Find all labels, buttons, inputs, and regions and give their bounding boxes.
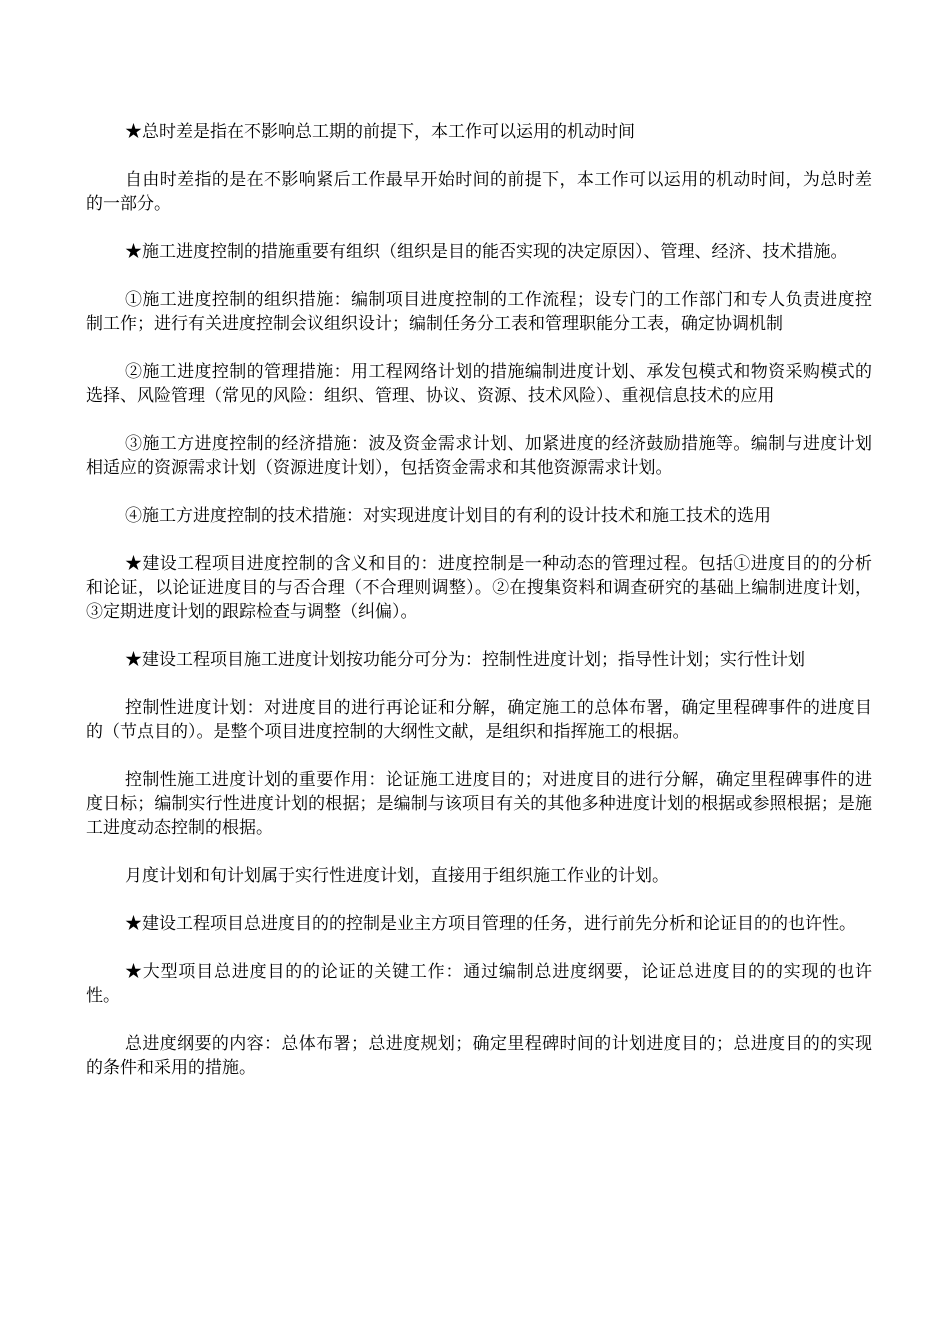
paragraph-economic-measures: ③施工方进度控制的经济措施：波及资金需求计划、加紧进度的经济鼓励措施等。编制与进度计划相适应的资源需求计划（资源进度计划），包括资金需求和其他资源需求计划。 xyxy=(86,434,872,478)
document-page xyxy=(86,120,872,1104)
paragraph-large-project-key-work: ★大型项目总进度目的的论证的关键工作：通过编制总进度纲要，论证总进度目的的实现的也许性。 xyxy=(86,962,872,1006)
paragraph-owner-task: ★建设工程项目总进度目的的控制是业主方项目管理的任务，进行前先分析和论证目的的也许性。 xyxy=(125,914,856,934)
paragraph-monthly-plan: 月度计划和旬计划属于实行性进度计划，直接用于组织施工作业的计划。 xyxy=(125,866,669,886)
paragraph-technical-measures: ④施工方进度控制的技术措施：对实现进度计划目的有利的设计技术和施工技术的选用 xyxy=(125,506,771,526)
paragraph-progress-control-meaning: ★建设工程项目进度控制的含义和目的：进度控制是一种动态的管理过程。包括①进度目的的分析和论证，以论证进度目的与否合理（不合理则调整）。②在搜集资料和调查研究的基础上编制进度计划，③定期进度计划的跟踪检查与调整（纠偏）。 xyxy=(86,554,872,622)
paragraph-organizational-measures: ①施工进度控制的组织措施：编制项目进度控制的工作流程；设专门的工作部门和专人负责进度控制工作；进行有关进度控制会议组织设计；编制任务分工表和管理职能分工表，确定协调机制 xyxy=(86,290,872,334)
paragraph-control-measures: ★施工进度控制的措施重要有组织（组织是目的能否实现的决定原因）、管理、经济、技术措施。 xyxy=(125,242,848,262)
paragraph-total-float: ★总时差是指在不影响总工期的前提下，本工作可以运用的机动时间 xyxy=(125,122,635,142)
paragraph-controlling-plan-role: 控制性施工进度计划的重要作用：论证施工进度目的；对进度目的进行分解，确定里程碑事件的进度日标；编制实行性进度计划的根据；是编制与该项目有关的其他多种进度计划的根据或参照根据；是施工进度动态控制的根据。 xyxy=(86,770,872,838)
paragraph-management-measures: ②施工进度控制的管理措施：用工程网络计划的措施编制进度计划、承发包模式和物资采购模式的选择、风险管理（常见的风险：组织、管理、协议、资源、技术风险）、重视信息技术的应用 xyxy=(86,362,872,406)
paragraph-plan-classification: ★建设工程项目施工进度计划按功能分可分为：控制性进度计划；指导性计划；实行性计划 xyxy=(125,650,805,670)
paragraph-outline-contents: 总进度纲要的内容：总体布署；总进度规划；确定里程碑时间的计划进度目的；总进度目的的实现的条件和采用的措施。 xyxy=(86,1034,872,1078)
paragraph-controlling-plan: 控制性进度计划：对进度目的进行再论证和分解，确定施工的总体布署，确定里程碑事件的进度目的（节点目的）。是整个项目进度控制的大纲性文献，是组织和指挥施工的根据。 xyxy=(86,698,872,742)
paragraph-free-float: 自由时差指的是在不影响紧后工作最早开始时间的前提下，本工作可以运用的机动时间，为总时差的一部分。 xyxy=(86,170,872,214)
